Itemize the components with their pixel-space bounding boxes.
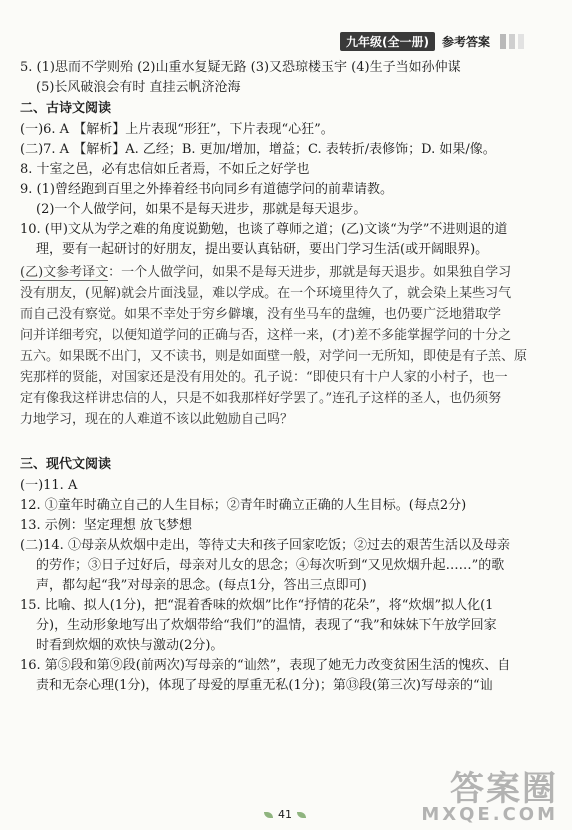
watermark-domain: MXQE.COM bbox=[421, 804, 558, 825]
header-decoration-bars bbox=[500, 34, 524, 49]
page-number bbox=[264, 808, 306, 821]
q14-line-1: (二)14. ①母亲从炊烟中走出，等待丈夫和孩子回家吃饭；②过去的艰苦生活以及母亲 bbox=[20, 538, 510, 553]
q7-answer: (二)7. A 【解析】A. 乙经；B. 更加/增加，增益；C. 表转折/表修饰；D. 如果/像。 bbox=[20, 142, 496, 157]
site-watermark bbox=[421, 769, 558, 825]
translation-line-3: 而自己没有察觉。如果不幸处于穷乡僻壤，没有坐马车的盘缠，也仍要广泛地猎取学 bbox=[20, 307, 502, 322]
q9-line-2: (2)一个人做学问，如果不是每天进步，那就是每天退步。 bbox=[36, 202, 367, 217]
header-answers-label: 参考答案 bbox=[441, 35, 490, 49]
q5-line-2: (5)长风破浪会有时 直挂云帆济沧海 bbox=[36, 80, 241, 95]
q12-answer: 12. ①童年时确立自己的人生目标；②青年时确立正确的人生目标。(每点2分) bbox=[20, 498, 467, 513]
q16-line-2: 责和无奈心理(1分)，体现了母爱的厚重无私(1分)；第⑬段(第三次)写母亲的“讪 bbox=[36, 678, 493, 693]
q5-line-1: 5. (1)思而不学则殆 (2)山重水复疑无路 (3)又恐琼楼玉宇 (4)生子当如孙仲谋 bbox=[20, 60, 461, 75]
q6-answer: (一)6. A 【解析】上片表现“形狂”，下片表现“心狂”。 bbox=[20, 122, 334, 137]
translation-line-4: 问并详细考究，以便知道学问的正确与否，这样一来，(才)差不多能掌握学问的十分之 bbox=[20, 328, 512, 343]
reference-translation bbox=[20, 262, 550, 430]
q10-line-1: 10. (甲)文从为学之难的角度说勤勉，也谈了尊师之道；(乙)文谈“为学”不进则退的道 bbox=[20, 222, 508, 237]
answer-content bbox=[20, 58, 550, 696]
q15-line-2: 分)，生动形象地写出了炊烟带给“我们”的温情，表现了“我”和妹妹下午放学回家 bbox=[36, 618, 497, 633]
translation-line-2: 没有朋友，(见解)就会片面浅显，难以学成。在一个环境里待久了，就会染上某些习气 bbox=[20, 286, 512, 301]
q13-answer: 13. 示例：坚定理想 放飞梦想 bbox=[20, 518, 192, 533]
q16-line-1: 16. 第⑤段和第⑨段(前两次)写母亲的“讪然”，表现了她无力改变贫困生活的愧疚、自 bbox=[20, 658, 511, 673]
grade-badge: 九年级(全一册) bbox=[340, 32, 435, 51]
leaf-left-icon bbox=[264, 812, 273, 818]
translation-line-7: 定有像我这样讲忠信的人，只是不如我那样好学罢了。”连孔子这样的圣人，也仍须努 bbox=[20, 391, 502, 406]
q14-line-2: 的劳作；③日子过好后，母亲对儿女的思念；④每次听到“又见炊烟升起……”的歌 bbox=[36, 558, 505, 573]
watermark-logo-text: 答案圈 bbox=[450, 769, 558, 809]
q15-line-3: 时看到炊烟的欢快与激动(2分)。 bbox=[36, 638, 224, 653]
q10-line-2: 理，要有一起研讨的好朋友，提出要认真钻研，要出门学习生活(或开阔眼界)。 bbox=[36, 242, 489, 257]
page-number-text: 41 bbox=[278, 808, 292, 821]
translation-label: (乙)文参考译文 bbox=[20, 265, 109, 280]
q11-answer: (一)11. A bbox=[20, 478, 78, 493]
leaf-right-icon bbox=[297, 812, 306, 818]
section-heading-modern: 三、现代文阅读 bbox=[20, 457, 112, 472]
q14-line-3: 声，都勾起“我”对母亲的思念。(每点1分，答出三点即可) bbox=[36, 578, 367, 593]
q8-answer: 8. 十室之邑，必有忠信如丘者焉，不如丘之好学也 bbox=[20, 162, 310, 177]
section-heading-classical: 二、古诗文阅读 bbox=[20, 101, 112, 116]
translation-line-1: ：一个人做学问，如果不是每天进步，那就是每天退步。如果独自学习 bbox=[108, 265, 512, 280]
q9-line-1: 9. (1)曾经跑到百里之外捧着经书向同乡有道德学问的前辈请教。 bbox=[20, 182, 393, 197]
translation-line-8: 力地学习，现在的人难道不该以此勉励自己吗？ bbox=[20, 412, 294, 427]
translation-line-5: 五六。如果既不出门，又不读书，则是如面壁一般，对学问一无所知，即使是有子羔、原 bbox=[20, 349, 528, 364]
page-header bbox=[340, 32, 524, 51]
q15-line-1: 15. 比喻、拟人(1分)，把“混着香味的炊烟”比作“抒情的花朵”，将“炊烟”拟人化(1 bbox=[20, 598, 494, 613]
translation-line-6: 宪那样的贤能，对国家还是没有用处的。孔子说：“即使只有十户人家的小村子，也一 bbox=[20, 370, 508, 385]
